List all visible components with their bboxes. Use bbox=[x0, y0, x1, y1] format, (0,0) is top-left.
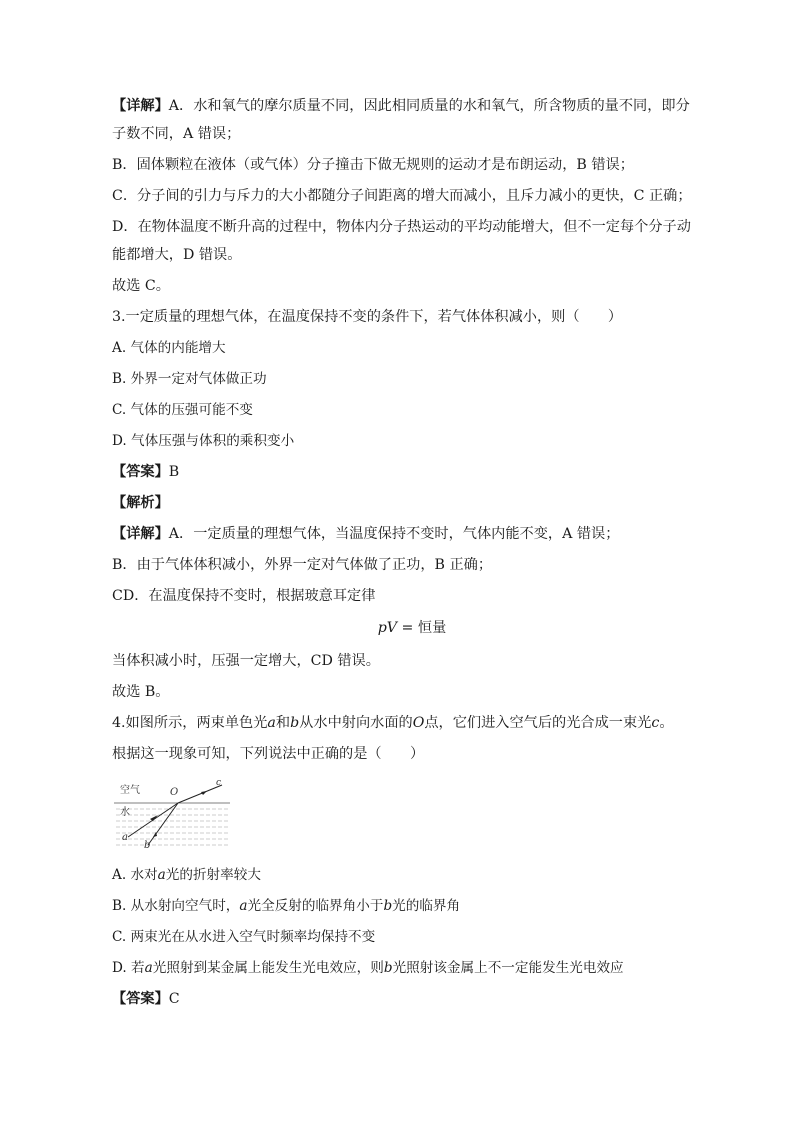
ray-c-arrow bbox=[201, 791, 207, 795]
q2-detail-d-line1: D．在物体温度不断升高的过程中，物体内分子热运动的平均动能增大，但不一定每个分子动 bbox=[112, 219, 691, 235]
q3-option-a: A. 气体的内能增大 bbox=[112, 340, 226, 356]
q4-option-b: B. 从水射向空气时，a光全反射的临界角小于b光的临界角 bbox=[112, 898, 461, 914]
q4-answer bbox=[112, 989, 682, 1009]
q4-stem-line2: 根据这一现象可知，下列说法中正确的是（ ） bbox=[112, 746, 425, 762]
q3-answer bbox=[112, 462, 682, 482]
q3-analysis-label: 【解析】 bbox=[112, 495, 169, 511]
q3-option-c: C. 气体的压强可能不变 bbox=[112, 402, 253, 418]
q2-detail-d-line2: 能都增大，D 错误。 bbox=[112, 247, 242, 263]
q3-detail-cd: CD．在温度保持不变时，根据玻意耳定律 bbox=[112, 588, 376, 604]
detail-label: 【详解】 bbox=[112, 526, 169, 542]
label-water: 水 bbox=[120, 807, 130, 818]
q3-conclusion: 故选 B。 bbox=[112, 684, 170, 700]
answer-label: 【答案】 bbox=[112, 991, 169, 1007]
formula-rhs: = 恒量 bbox=[397, 620, 447, 636]
q2-conclusion: 故选 C。 bbox=[112, 278, 170, 294]
q3-option-d: D. 气体压强与体积的乘积变小 bbox=[112, 433, 295, 449]
answer-value: B bbox=[168, 464, 180, 480]
refraction-diagram bbox=[112, 779, 232, 849]
q3-formula bbox=[112, 617, 682, 637]
q4-option-c: C. 两束光在从水进入空气时频率均保持不变 bbox=[112, 929, 376, 945]
label-air: 空气 bbox=[120, 785, 140, 796]
q2-detail-a-line2: 子数不同，A 错误； bbox=[112, 126, 241, 142]
q3-detail-a: 【详解】A．一定质量的理想气体，当温度保持不变时，气体内能不变，A 错误； bbox=[112, 526, 620, 542]
q3-stem: 3.一定质量的理想气体，在温度保持不变的条件下，若气体体积减小，则（ ） bbox=[112, 309, 623, 325]
q2-detail-b: B．固体颗粒在液体（或气体）分子撞击下做无规则的运动才是布朗运动，B 错误； bbox=[112, 157, 634, 173]
label-c: c bbox=[216, 779, 222, 788]
q4-stem-line1: 4.如图所示，两束单色光a和b从水中射向水面的O点，它们进入空气后的光合成一束光c。 bbox=[112, 715, 674, 731]
q4-option-d: D. 若a光照射到某金属上能发生光电效应，则b光照射该金属上不一定能发生光电效应 bbox=[112, 960, 624, 976]
q3-option-b: B. 外界一定对气体做正功 bbox=[112, 371, 267, 387]
answer-label: 【答案】 bbox=[112, 464, 169, 480]
detail-label: 【详解】 bbox=[112, 98, 169, 114]
label-o: O bbox=[170, 787, 179, 798]
q2-detail-c: C．分子间的引力与斥力的大小都随分子间距离的增大而减小，且斥力减小的更快，C 正确； bbox=[112, 188, 692, 204]
q3-after-formula: 当体积减小时，压强一定增大，CD 错误。 bbox=[112, 653, 380, 669]
q4-option-a: A. 水对a光的折射率较大 bbox=[112, 867, 261, 883]
water-hatching bbox=[114, 803, 230, 845]
formula-lhs: pV bbox=[377, 620, 398, 636]
document-page bbox=[112, 96, 692, 1020]
q3-detail-b: B．由于气体体积减小，外界一定对气体做了正功，B 正确； bbox=[112, 557, 493, 573]
q2-detail-a-line1: 【详解】A．水和氧气的摩尔质量不同，因此相同质量的水和氧气，所含物质的量不同，即分 bbox=[112, 98, 690, 114]
label-b: b bbox=[144, 840, 151, 849]
label-a: a bbox=[122, 832, 128, 843]
answer-value: C bbox=[168, 991, 180, 1007]
